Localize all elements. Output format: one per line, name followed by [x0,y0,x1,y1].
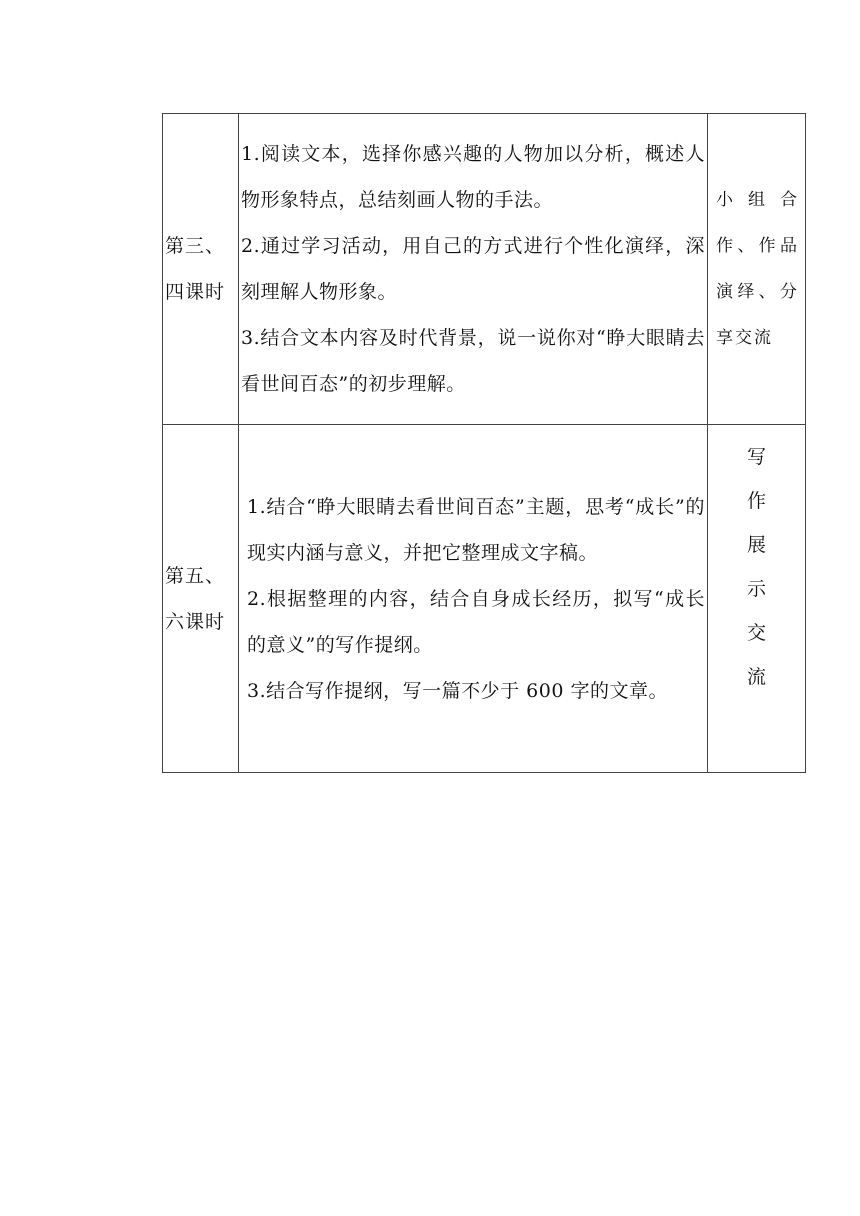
period-cell: 第五、六课时 [163,425,239,773]
task-item: 3.结合写作提纲，写一篇不少于 600 字的文章。 [247,679,668,702]
table-row [163,425,806,773]
lesson-plan-table [162,113,806,773]
mode-char: 展 [746,534,766,556]
tasks-cell [239,114,708,425]
activity-mode-cell [708,425,806,773]
task-item: 1.结合“睁大眼睛去看世间百态”主题，思考“成长”的现实内涵与意义，并把它整理成文字稿。 [247,495,705,564]
task-item: 1.阅读文本，选择你感兴趣的人物加以分析，概述人物形象特点，总结刻画人物的手法。 [241,143,705,211]
task-item: 3.结合文本内容及时代背景，说一说你对“睁大眼睛去看世间百态”的初步理解。 [241,327,705,395]
mode-char: 示 [746,578,766,600]
task-item: 2.根据整理的内容，结合自身成长经历，拟写“成长的意义”的写作提纲。 [247,587,705,656]
tasks-cell [239,425,708,773]
mode-char: 作 [746,490,766,512]
mode-char: 流 [746,666,766,688]
activity-mode-cell: 小组合作、作品演绎、分享交流 [708,114,806,425]
mode-char: 交 [746,622,766,644]
table-row [163,114,806,425]
task-item: 2.通过学习活动，用自己的方式进行个性化演绎，深刻理解人物形象。 [241,235,705,303]
period-cell: 第三、四课时 [163,114,239,425]
mode-char: 写 [746,446,766,468]
